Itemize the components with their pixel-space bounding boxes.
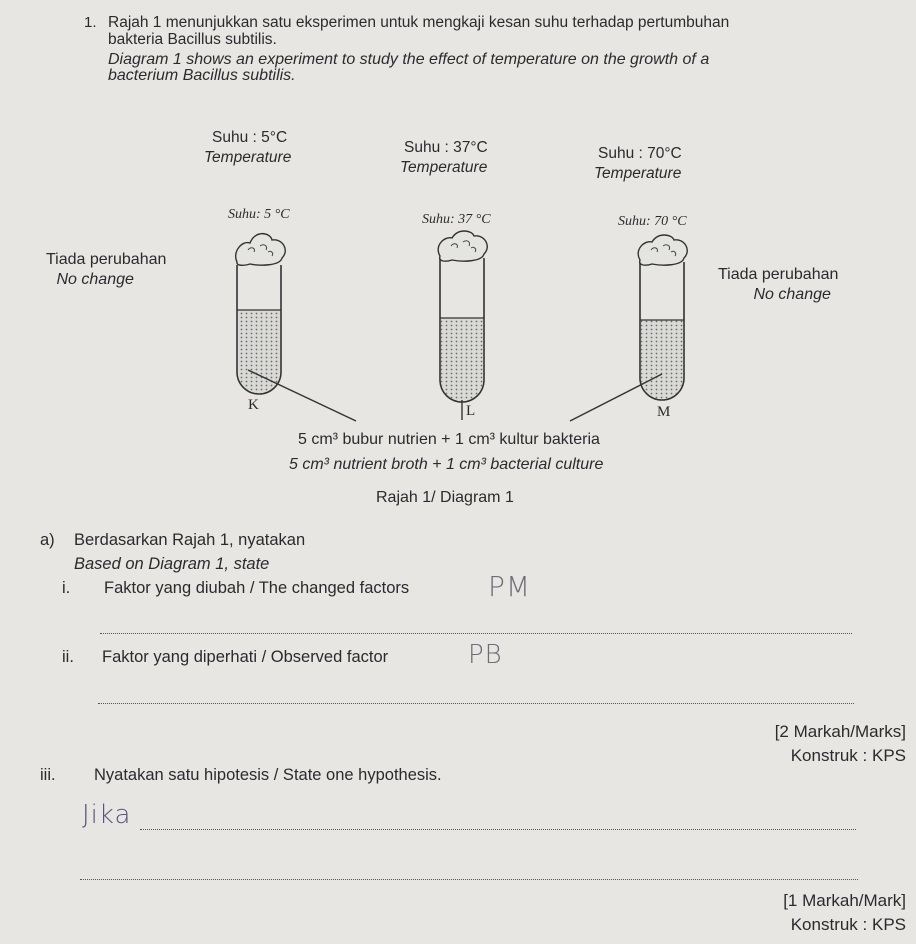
tube-id-m: M: [657, 404, 671, 420]
item-iii-text: Nyatakan satu hipotesis / State one hypothesis.: [94, 766, 442, 784]
test-tube-k: [236, 234, 286, 394]
right-note: Tiada perubahan No change: [718, 266, 839, 303]
part-a-malay: Berdasarkan Rajah 1, nyatakan: [74, 531, 306, 549]
answer-line-ii[interactable]: [98, 703, 854, 704]
item-ii-number: ii.: [62, 648, 74, 666]
item-i-text: Faktor yang diubah / The changed factors: [104, 579, 410, 597]
cotton-plug-l: [438, 231, 487, 261]
item-i-number: i.: [62, 579, 71, 597]
item-ii-handwritten-answer[interactable]: PB: [468, 640, 503, 670]
construct-a: Konstruk : KPS: [790, 746, 906, 765]
diagram-title: Rajah 1/ Diagram 1: [376, 489, 514, 506]
marks-a: [2 Markah/Marks]: [774, 722, 906, 741]
broth-m: [641, 320, 683, 378]
diagram-caption-malay: 5 cm³ bubur nutrien + 1 cm³ kultur bakteria: [298, 431, 600, 448]
item-iii-number: iii.: [40, 766, 56, 784]
left-note: Tiada perubahan No change: [46, 251, 167, 288]
item-i-handwritten-answer[interactable]: PM: [488, 570, 532, 603]
cotton-plug-k: [236, 234, 286, 266]
part-a-label: a): [40, 531, 55, 549]
part-a-english: Based on Diagram 1, state: [74, 555, 270, 573]
item-iii-handwritten-answer[interactable]: Jika: [82, 800, 132, 830]
question-malay-line1: Rajah 1 menunjukkan satu eksperimen untuk mengkaji kesan suhu terhadap pertumbuhan: [108, 14, 730, 31]
marks-iii: [1 Markah/Mark]: [783, 891, 906, 910]
tube-label-k: Suhu: 5 °C: [228, 207, 290, 222]
tube-label-m: Suhu: 70 °C: [618, 214, 687, 229]
temperature-heading-m: Suhu : 70°C Temperature: [594, 145, 682, 182]
answer-line-iii-1[interactable]: [140, 829, 856, 830]
broth-k: [238, 310, 280, 372]
question-english-line2: bacterium Bacillus subtilis.: [108, 67, 296, 84]
question-number: 1.: [84, 14, 97, 31]
tube-id-l: L: [466, 403, 476, 419]
question-malay-line2: bakteria Bacillus subtilis.: [108, 31, 277, 48]
diagram-caption-english: 5 cm³ nutrient broth + 1 cm³ bacterial culture: [289, 456, 604, 473]
item-ii-text: Faktor yang diperhati / Observed factor: [102, 648, 389, 666]
temperature-heading-k: Suhu : 5°C Temperature: [204, 129, 292, 166]
construct-iii: Konstruk : KPS: [790, 915, 906, 934]
temperature-heading-l: Suhu : 37°C Temperature: [400, 139, 488, 176]
tube-label-l: Suhu: 37 °C: [422, 212, 491, 227]
broth-l: [441, 318, 483, 380]
pointer-line-m: [570, 374, 662, 421]
cotton-plug-m: [638, 235, 687, 265]
tube-id-k: K: [248, 397, 259, 413]
test-tube-l: [438, 231, 487, 402]
answer-line-i[interactable]: [100, 633, 852, 634]
test-tube-m: [638, 235, 687, 400]
question-english-line1: Diagram 1 shows an experiment to study the effect of temperature on the growth of a: [108, 51, 710, 68]
answer-line-iii-2[interactable]: [80, 879, 858, 880]
pointer-line-k: [248, 370, 356, 421]
